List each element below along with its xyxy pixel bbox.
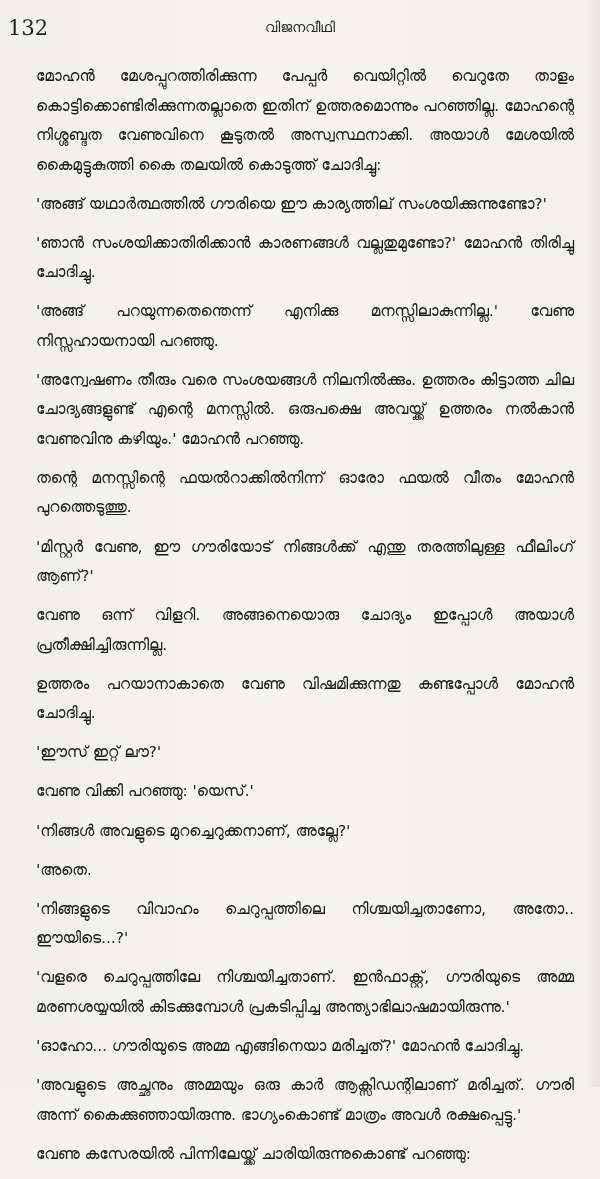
paragraph: വേണു കസേരയിൽ പിന്നിലേയ്ക്ക് ചാരിയിരുന്നുകൊണ്ട് പറഞ്ഞു: bbox=[36, 1144, 471, 1163]
paragraph: 'വളരെ ചെറുപ്പത്തിലേ നിശ്ചയിച്ചതാണ്. ഇൻഫാക്റ്റ്, ഗൗരിയുടെ അമ്മ മരണശയ്യയിൽ കിടക്കുമ്പോൾ പ്രകടിപ്പിച്ച അന്ത്യാഭിലാഷമായിരുന്നു.' bbox=[36, 968, 574, 1016]
paragraph: തന്റെ മനസ്സിന്റെ ഫയൽറാക്കിൽനിന്ന് ഓരോ ഫയൽ വീതം മോഹൻ പുറത്തെടുത്തു. bbox=[36, 468, 574, 517]
paragraph: 'നിങ്ങൾ അവളുടെ മുറച്ചെറുക്കനാണ്, അല്ലേ?' bbox=[36, 821, 351, 840]
body-text bbox=[36, 62, 574, 1179]
paragraph: 'അതെ. bbox=[36, 860, 92, 879]
paragraph: 'അന്വേഷണം തീരും വരെ സംശയങ്ങൾ നിലനിൽക്കും. ഉത്തരം കിട്ടാത്ത ചില ചോദ്യങ്ങളുണ്ട് എന്റെ മനസ്സിൽ. ഒരുപക്ഷെ അവയ്ക്ക് ഉത്തരം നൽകാൻ വേണുവിനു കഴിയും.' മോഹൻ പറഞ്ഞു. bbox=[36, 370, 574, 448]
paragraph: 'അങ്ങ് പറയുന്നതെന്തെന്ന് എനിക്കു മനസ്സിലാകുന്നില്ല.' വേണു നിസ്സഹായനായി പറഞ്ഞു. bbox=[36, 302, 574, 350]
paragraph: വേണു ഒന്ന് വിളറി. അങ്ങനെയൊരു ചോദ്യം ഇപ്പോൾ അയാൾ പ്രതീക്ഷിച്ചിരുന്നില്ല. bbox=[36, 606, 574, 654]
paragraph: ഉത്തരം പറയാനാകാതെ വേണു വിഷമിക്കുന്നതു കണ്ടപ്പോൾ മോഹൻ ചോദിച്ചു. bbox=[36, 674, 574, 723]
paragraph: 'അങ്ങ് യഥാർത്ഥത്തിൽ ഗൗരിയെ ഈ കാര്യത്തില് സംശയിക്കുന്നുണ്ടോ?' bbox=[36, 194, 547, 213]
paragraph: 'മിസ്റ്റർ വേണു, ഈ ഗൗരിയോട് നിങ്ങൾക്ക് എന്തു തരത്തിലുള്ള ഫീലിംഗ് ആണ്?' bbox=[36, 537, 574, 586]
page-edge-shadow bbox=[586, 0, 600, 1087]
paragraph: വേണു വിക്കി പറഞ്ഞു: 'യെസ്.' bbox=[36, 782, 254, 801]
page-header bbox=[0, 14, 600, 44]
paragraph: മോഹൻ മേശപ്പുറത്തിരിക്കുന്ന പേപ്പർ വെയിറ്റിൽ വെറുതേ താളം കൊട്ടിക്കൊണ്ടിരിക്കുന്നതല്ലാതെ ഇതിന് ഉത്തരമൊന്നും പറഞ്ഞില്ല. മോഹന്റെ നിശ്ശബ്ദത വേണുവിനെ കൂടുതൽ അസ്വസ്ഥനാക്കി. അയാൾ മേശയിൽ കൈമുട്ടുകുത്തി കൈ തലയിൽ കൊടുത്ത് ചോദിച്ചു: bbox=[36, 67, 574, 174]
paragraph: 'അവളുടെ അച്ഛനും അമ്മയും ഒരു കാർ ആക്സിഡന്റിലാണ് മരിച്ചത്. ഗൗരി അന്ന് കൈക്കുഞ്ഞായിരുന്നു. ഭാഗ്യംകൊണ്ട് മാത്രം അവൾ രക്ഷപ്പെട്ടു.' bbox=[36, 1076, 574, 1124]
paragraph: 'ഞാൻ സംശയിക്കാതിരിക്കാൻ കാരണങ്ങൾ വല്ലതുമുണ്ടോ?' മോഹൻ തിരിച്ചു ചോദിച്ചു. bbox=[36, 233, 574, 282]
running-title: വിജനവീഥി bbox=[265, 20, 335, 36]
paragraph: 'ഓഹോ... ഗൗരിയുടെ അമ്മ എങ്ങിനെയാ മരിച്ചത്?' മോഹൻ ചോദിച്ചു. bbox=[36, 1036, 525, 1055]
paragraph: 'ഈസ് ഇറ്റ് ലൗ?' bbox=[36, 743, 162, 762]
page-number: 132 bbox=[8, 16, 49, 40]
paragraph: 'നിങ്ങളുടെ വിവാഹം ചെറുപ്പത്തിലെ നിശ്ചയിച്ചതാണോ, അതോ.. ഈയിടെ...?' bbox=[36, 899, 574, 948]
